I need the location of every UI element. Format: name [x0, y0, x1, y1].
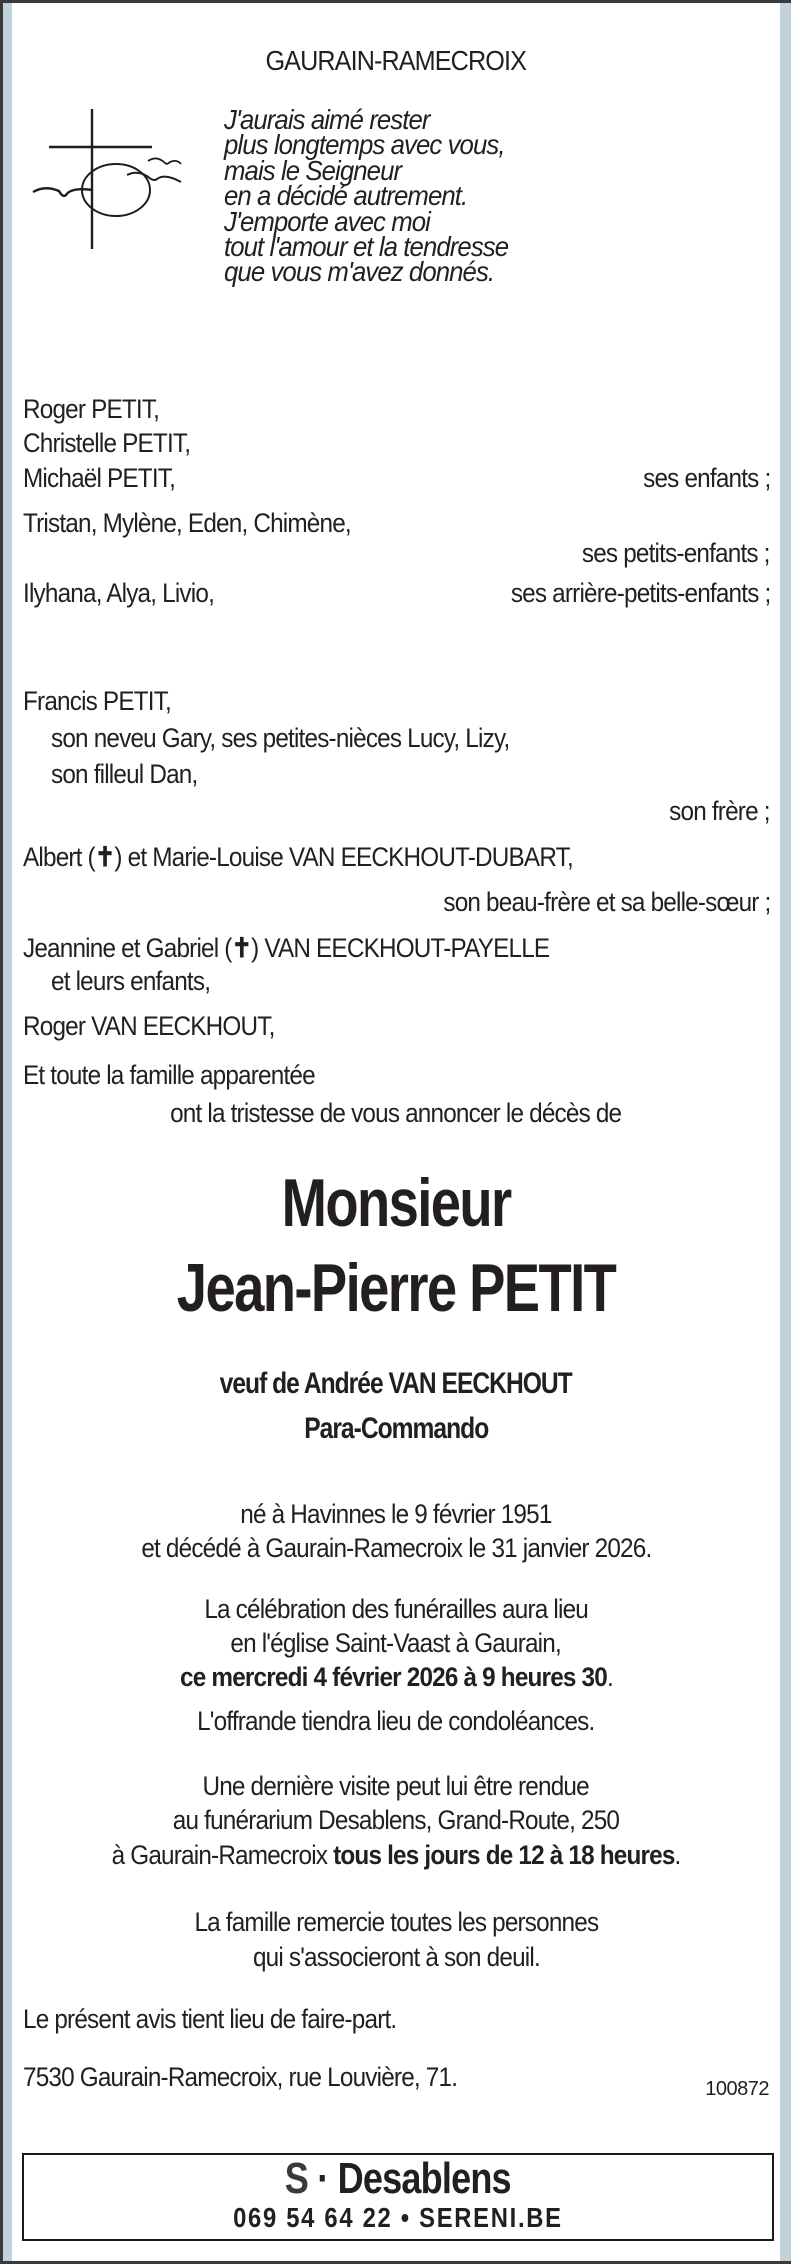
- left-margin-stripe: [3, 3, 12, 2261]
- deceased-title-text: Monsieur: [281, 1165, 511, 1241]
- relation-children: ses enfants ;: [642, 463, 770, 493]
- poem-line: J'aurais aimé rester: [224, 104, 430, 135]
- funeral-datetime: [12, 1661, 780, 1693]
- relation-grandchildren: ses petits-enfants ;: [582, 538, 770, 568]
- child-name: Christelle PETIT,: [23, 428, 191, 458]
- distinction-text: Para-Commando: [303, 1412, 489, 1445]
- funeral-text: La célébration des funérailles aura lieu: [204, 1594, 588, 1624]
- relative-text: ) VAN EECKHOUT-PAYELLE: [251, 933, 550, 963]
- offering-note: [12, 1705, 780, 1737]
- brother-name: Francis PETIT,: [23, 686, 171, 716]
- sereni-logo-icon: S: [285, 2154, 309, 2203]
- thanks-text: qui s'associeront à son deuil.: [252, 1942, 540, 1972]
- funeral-home-phone: 069 54 64 22: [233, 2202, 393, 2233]
- poem-line: tout l'amour et la tendresse: [224, 230, 509, 262]
- in-laws-text: ) et Marie-Louise VAN EECKHOUT-DUBART,: [114, 842, 573, 872]
- funeral-home-name: Desablens: [337, 2154, 511, 2203]
- poem: [224, 104, 509, 288]
- funeral-home-banner: [22, 2153, 774, 2241]
- visit-line: [12, 1770, 780, 1802]
- brother-family-line: son filleul Dan,: [51, 759, 198, 789]
- location-text: GAURAIN-RAMECROIX: [265, 45, 527, 76]
- notice-content: [12, 3, 780, 2261]
- funeral-line: [12, 1627, 780, 1659]
- brother-family-line: son neveu Gary, ses petites-nièces Lucy, Lizy,: [51, 723, 510, 753]
- funeral-line: [12, 1593, 780, 1625]
- relative-line: [23, 932, 549, 964]
- family-address: 7530 Gaurain-Ramecroix, rue Louvière, 71.: [23, 2062, 458, 2092]
- visit-hours-text: tous les jours de 12 à 18 heures: [333, 1840, 675, 1870]
- thanks-line: [12, 1941, 780, 1973]
- deceased-cross-icon: ✝: [231, 933, 252, 963]
- poem-line: en a décidé autrement.: [224, 180, 468, 212]
- punctuation: .: [606, 1662, 613, 1692]
- widower-of-text: veuf de Andrée VAN EECKHOUT: [219, 1367, 573, 1400]
- announcement-text: ont la tristesse de vous annoncer le décès de: [170, 1098, 622, 1128]
- in-laws-names: [23, 841, 573, 873]
- grandchildren-names: Tristan, Mylène, Eden, Chimène,: [23, 508, 351, 538]
- punctuation: .: [674, 1840, 681, 1870]
- visit-line: [12, 1804, 780, 1836]
- child-name: Michaël PETIT,: [23, 463, 176, 493]
- bullet-separator: •: [400, 2202, 411, 2233]
- poem-line: J'emporte avec moi: [224, 205, 430, 237]
- relation-in-laws: son beau-frère et sa belle-sœur ;: [442, 887, 770, 917]
- poem-line: que vous m'avez donnés.: [224, 256, 495, 288]
- visit-text: Une dernière visite peut lui être rendue: [202, 1771, 590, 1801]
- relative-text: Jeannine et Gabriel (: [23, 933, 232, 963]
- visit-text: à Gaurain-Ramecroix: [111, 1840, 334, 1870]
- visit-hours: [12, 1839, 780, 1871]
- funeral-home-logo: [24, 2154, 772, 2203]
- death-info: [12, 1532, 780, 1564]
- cross-sun-birds-icon: [31, 103, 191, 253]
- announcement: [12, 1097, 780, 1129]
- deceased-title: [12, 1163, 780, 1243]
- notice-statement: Le présent avis tient lieu de faire-part.: [23, 2004, 397, 2034]
- visit-text: au funérarium Desablens, Grand-Route, 250: [172, 1805, 620, 1835]
- relative-line: Et toute la famille apparentée: [23, 1060, 315, 1090]
- in-laws-text: Albert (: [23, 842, 95, 872]
- thanks-line: [12, 1906, 780, 1938]
- relation-brother: son frère ;: [669, 796, 770, 826]
- birth-text: né à Havinnes le 9 février 1951: [240, 1499, 552, 1529]
- relative-line: Roger VAN EECKHOUT,: [23, 1011, 275, 1041]
- death-text: et décédé à Gaurain-Ramecroix le 31 janvier 2026.: [140, 1533, 652, 1563]
- child-name: Roger PETIT,: [23, 394, 160, 424]
- thanks-text: La famille remercie toutes les personnes: [194, 1907, 598, 1937]
- funeral-home-website: SERENI.BE: [419, 2202, 563, 2233]
- poem-line: plus longtemps avec vous,: [224, 129, 505, 161]
- relation-great-grandchildren: ses arrière-petits-enfants ;: [510, 578, 770, 608]
- deceased-cross-icon: ✝: [94, 842, 115, 872]
- relative-line: et leurs enfants,: [51, 966, 211, 996]
- location-header: [12, 45, 780, 77]
- logo-separator: ·: [317, 2154, 329, 2203]
- distinction: [12, 1413, 780, 1445]
- reference-number: 100872: [705, 2078, 769, 2100]
- poem-line: mais le Seigneur: [224, 154, 402, 186]
- funeral-datetime-text: ce mercredi 4 février 2026 à 9 heures 30: [179, 1662, 607, 1692]
- widower-of: [12, 1368, 780, 1400]
- funeral-home-contact: [24, 2203, 772, 2233]
- offering-text: L'offrande tiendra lieu de condoléances.: [197, 1706, 595, 1736]
- birth-info: [12, 1498, 780, 1530]
- right-margin-stripe: [780, 3, 791, 2261]
- deceased-name: [12, 1248, 780, 1328]
- funeral-text: en l'église Saint-Vaast à Gaurain,: [230, 1628, 562, 1658]
- great-grandchildren-names: Ilyhana, Alya, Livio,: [23, 578, 215, 608]
- deceased-name-text: Jean-Pierre PETIT: [176, 1250, 616, 1326]
